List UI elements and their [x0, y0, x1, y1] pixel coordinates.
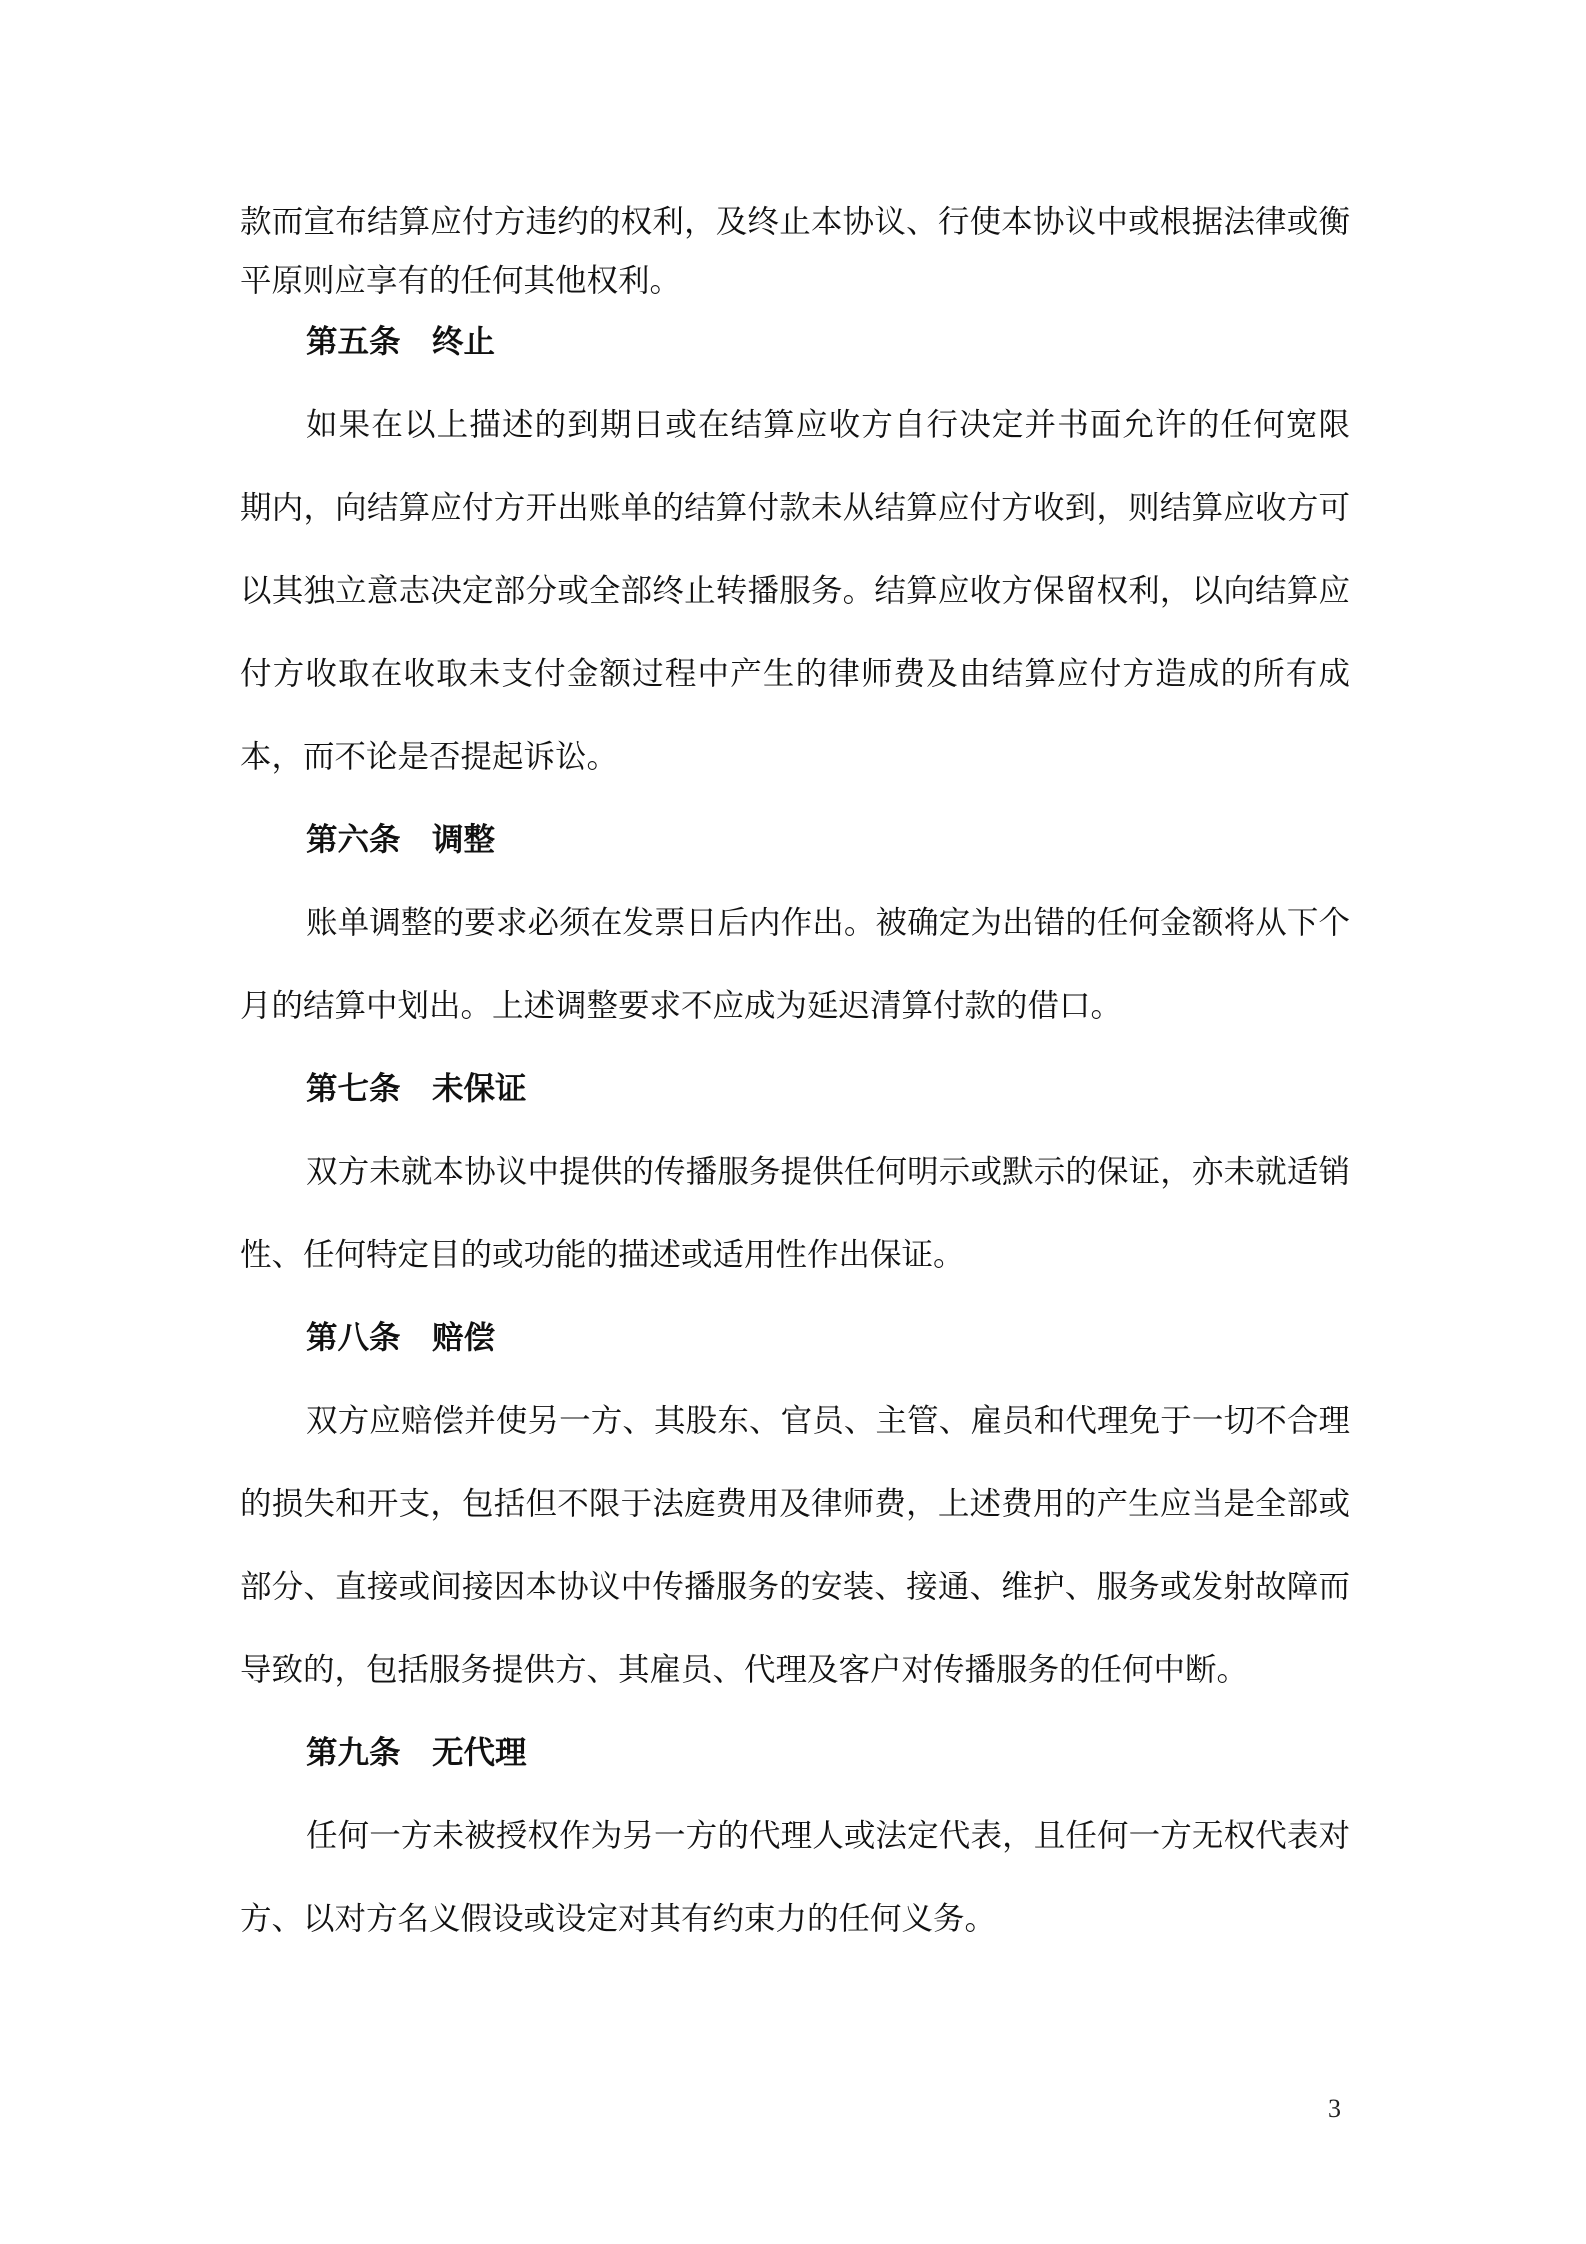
paragraph-line: 双方未就本协议中提供的传播服务提供任何明示或默示的保证，亦未就适销 — [306, 1154, 1350, 1190]
paragraph-line: 付方收取在收取未支付金额过程中产生的律师费及由结算应付方造成的所有成 — [240, 656, 1350, 692]
paragraph-line: 账单调整的要求必须在发票日后内作出。被确定为出错的任何金额将从下个 — [306, 905, 1350, 941]
article-heading — [306, 1316, 495, 1360]
paragraph-line: 本，而不论是否提起诉讼。 — [240, 739, 619, 775]
paragraph-line: 双方应赔偿并使另一方、其股东、官员、主管、雇员和代理免于一切不合理 — [306, 1403, 1350, 1439]
article-title: 终止 — [432, 324, 496, 360]
paragraph-line: 期内，向结算应付方开出账单的结算付款未从结算应付方收到，则结算应收方可 — [240, 490, 1350, 526]
article-title: 无代理 — [432, 1735, 527, 1771]
article-heading — [306, 1731, 527, 1775]
article-number: 第八条 — [306, 1320, 401, 1356]
article-title: 赔偿 — [432, 1320, 496, 1356]
page-number: 3 — [1328, 2094, 1341, 2123]
article-number: 第七条 — [306, 1071, 401, 1107]
article-number: 第九条 — [306, 1735, 401, 1771]
paragraph-line: 以其独立意志决定部分或全部终止转播服务。结算应收方保留权利，以向结算应 — [240, 573, 1350, 609]
article-title: 调整 — [432, 822, 496, 858]
paragraph-line: 部分、直接或间接因本协议中传播服务的安装、接通、维护、服务或发射故障而 — [240, 1569, 1350, 1605]
article-heading — [306, 320, 495, 364]
article-heading — [306, 818, 495, 862]
paragraph-line: 如果在以上描述的到期日或在结算应收方自行决定并书面允许的任何宽限 — [306, 407, 1350, 443]
paragraph-line: 平原则应享有的任何其他权利。 — [240, 263, 682, 299]
article-heading — [306, 1067, 527, 1111]
paragraph-line: 款而宣布结算应付方违约的权利，及终止本协议、行使本协议中或根据法律或衡 — [240, 204, 1350, 240]
paragraph-line: 性、任何特定目的或功能的描述或适用性作出保证。 — [240, 1237, 965, 1273]
paragraph-line: 月的结算中划出。上述调整要求不应成为延迟清算付款的借口。 — [240, 988, 1123, 1024]
paragraph-line: 任何一方未被授权作为另一方的代理人或法定代表，且任何一方无权代表对 — [306, 1818, 1350, 1854]
article-title: 未保证 — [432, 1071, 527, 1107]
paragraph-line: 方、以对方名义假设或设定对其有约束力的任何义务。 — [240, 1901, 997, 1937]
article-number: 第六条 — [306, 822, 401, 858]
article-number: 第五条 — [306, 324, 401, 360]
paragraph-line: 导致的，包括服务提供方、其雇员、代理及客户对传播服务的任何中断。 — [240, 1652, 1249, 1688]
paragraph-line: 的损失和开支，包括但不限于法庭费用及律师费，上述费用的产生应当是全部或 — [240, 1486, 1350, 1522]
